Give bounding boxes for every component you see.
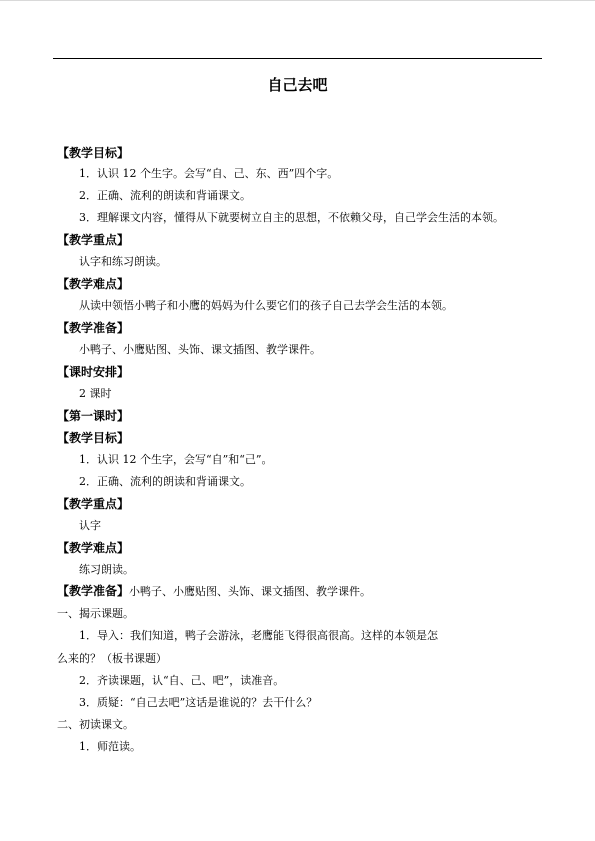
document-title: 自己去吧 xyxy=(267,76,328,94)
goal-item-3: 3．理解课文内容，懂得从下就要树立自主的思想，不依赖父母，自己学会生活的本领。 xyxy=(79,211,504,224)
lesson-key-points-text: 认字 xyxy=(79,519,101,532)
heading-teaching-goals: 【教学目标】 xyxy=(57,146,130,160)
lesson-goal-item-2: 2．正确、流利的朗读和背诵课文。 xyxy=(79,475,251,488)
heading-lesson-preparation: 【教学准备】 xyxy=(57,584,130,598)
step-intro: 1．导入：我们知道，鸭子会游泳，老鹰能飞得很高很高。这样的本领是怎 xyxy=(79,629,438,642)
heading-schedule: 【课时安排】 xyxy=(57,365,130,379)
lesson-goal-item-1: 1．认识 12 个生字，会写“自”和“己”。 xyxy=(79,453,273,466)
difficulties-text: 从读中领悟小鸭子和小鹰的妈妈为什么要它们的孩子自己去学会生活的本领。 xyxy=(79,299,453,312)
heading-lesson-difficulties: 【教学难点】 xyxy=(57,541,130,555)
section-first-reading: 二、初读课文。 xyxy=(57,718,134,731)
step-intro-continuation: 么来的？（板书课题） xyxy=(57,652,167,665)
heading-preparation: 【教学准备】 xyxy=(57,321,130,335)
heading-first-lesson: 【第一课时】 xyxy=(57,409,130,423)
goal-item-2: 2．正确、流利的朗读和背诵课文。 xyxy=(79,189,251,202)
key-points-text: 认字和练习朗读。 xyxy=(79,255,167,268)
step-read-title: 2．齐读课题，认“自、己、吧”，读准音。 xyxy=(79,674,285,687)
goal-item-1: 1．认识 12 个生字。会写“自、己、东、西”四个字。 xyxy=(79,167,339,180)
section-reveal-topic: 一、揭示课题。 xyxy=(57,607,134,620)
preparation-text: 小鸭子、小鹰贴图、头饰、课文插图、教学课件。 xyxy=(79,343,321,356)
lesson-preparation-line xyxy=(57,584,371,599)
lesson-difficulties-text: 练习朗读。 xyxy=(79,563,134,576)
step-question: 3．质疑：“自己去吧”这话是谁说的？去干什么？ xyxy=(79,696,318,709)
header-rule xyxy=(53,58,542,59)
step-teacher-reads: 1．师范读。 xyxy=(79,740,141,753)
lesson-preparation-text: 小鸭子、小鹰贴图、头饰、课文插图、教学课件。 xyxy=(129,585,372,598)
heading-lesson-key-points: 【教学重点】 xyxy=(57,497,130,511)
heading-difficulties: 【教学难点】 xyxy=(57,277,130,291)
heading-key-points: 【教学重点】 xyxy=(57,233,130,247)
heading-lesson-goals: 【教学目标】 xyxy=(57,431,130,445)
schedule-text: 2 课时 xyxy=(79,387,112,400)
